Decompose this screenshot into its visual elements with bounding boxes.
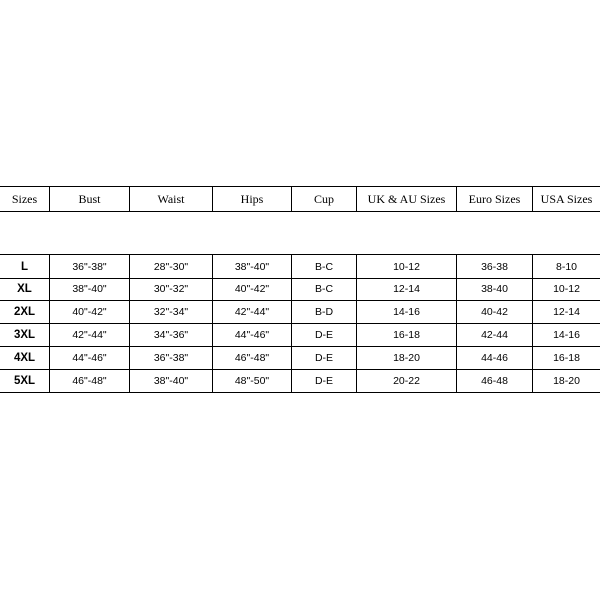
cell-uk-au-size: 18-20 (357, 346, 457, 369)
cell-cup: B-C (292, 255, 357, 278)
cell-size-label: XL (0, 277, 50, 300)
cell-waist: 28"-30" (130, 255, 213, 278)
cell-usa-size: 8-10 (555, 260, 577, 273)
cell-hips: 48"-50" (213, 369, 292, 392)
cell-waist: 32"-34" (130, 300, 213, 323)
cell-bust: 36"-38" (50, 255, 130, 278)
header-usa-sizes: USA Sizes (540, 191, 593, 206)
table-row (0, 254, 600, 279)
cell-uk-au-size: 14-16 (357, 300, 457, 323)
cell-waist: 34"-36" (130, 323, 213, 346)
cell-euro-size: 36-38 (457, 255, 533, 278)
header-sizes: Sizes (0, 187, 50, 211)
cell-uk-au-size: 20-22 (357, 369, 457, 392)
table-body (0, 254, 600, 392)
table-row (0, 300, 600, 324)
cell-euro-size: 42-44 (457, 323, 533, 346)
cell-euro-size: 46-48 (457, 369, 533, 392)
cell-size-label: 2XL (0, 300, 50, 323)
cell-cup: D-E (292, 323, 357, 346)
header-euro-sizes: Euro Sizes (457, 187, 533, 211)
table-row (0, 323, 600, 347)
cell-hips: 38"-40" (213, 255, 292, 278)
header-uk-au-sizes: UK & AU Sizes (357, 187, 457, 211)
cell-usa-size: 16-18 (553, 351, 580, 364)
cell-waist: 38"-40" (130, 369, 213, 392)
cell-cup: B-C (292, 277, 357, 300)
cell-waist: 36"-38" (130, 346, 213, 369)
table-row (0, 369, 600, 393)
cell-uk-au-size: 10-12 (357, 255, 457, 278)
cell-usa-size: 12-14 (553, 305, 580, 318)
cell-hips: 42"-44" (213, 300, 292, 323)
cell-bust: 46"-48" (50, 369, 130, 392)
table-row (0, 277, 600, 301)
cell-size-label: L (0, 255, 50, 278)
cell-hips: 46"-48" (213, 346, 292, 369)
cell-size-label: 5XL (0, 369, 50, 392)
cell-bust: 38"-40" (50, 277, 130, 300)
header-hips: Hips (213, 187, 292, 211)
table-row (0, 346, 600, 370)
header-waist: Waist (130, 187, 213, 211)
cell-cup: B-D (292, 300, 357, 323)
cell-hips: 44"-46" (213, 323, 292, 346)
header-cup: Cup (292, 187, 357, 211)
cell-uk-au-size: 16-18 (357, 323, 457, 346)
cell-usa-size: 10-12 (553, 282, 580, 295)
cell-cup: D-E (292, 369, 357, 392)
cell-size-label: 3XL (0, 323, 50, 346)
cell-hips: 40"-42" (213, 277, 292, 300)
header-bust: Bust (50, 187, 130, 211)
cell-euro-size: 40-42 (457, 300, 533, 323)
cell-euro-size: 38-40 (457, 277, 533, 300)
cell-uk-au-size: 12-14 (357, 277, 457, 300)
cell-usa-size: 18-20 (553, 374, 580, 387)
cell-bust: 42"-44" (50, 323, 130, 346)
cell-bust: 44"-46" (50, 346, 130, 369)
cell-bust: 40"-42" (50, 300, 130, 323)
cell-cup: D-E (292, 346, 357, 369)
cell-waist: 30"-32" (130, 277, 213, 300)
table-header-row (0, 186, 600, 212)
cell-size-label: 4XL (0, 346, 50, 369)
cell-usa-size: 14-16 (553, 328, 580, 341)
cell-euro-size: 44-46 (457, 346, 533, 369)
